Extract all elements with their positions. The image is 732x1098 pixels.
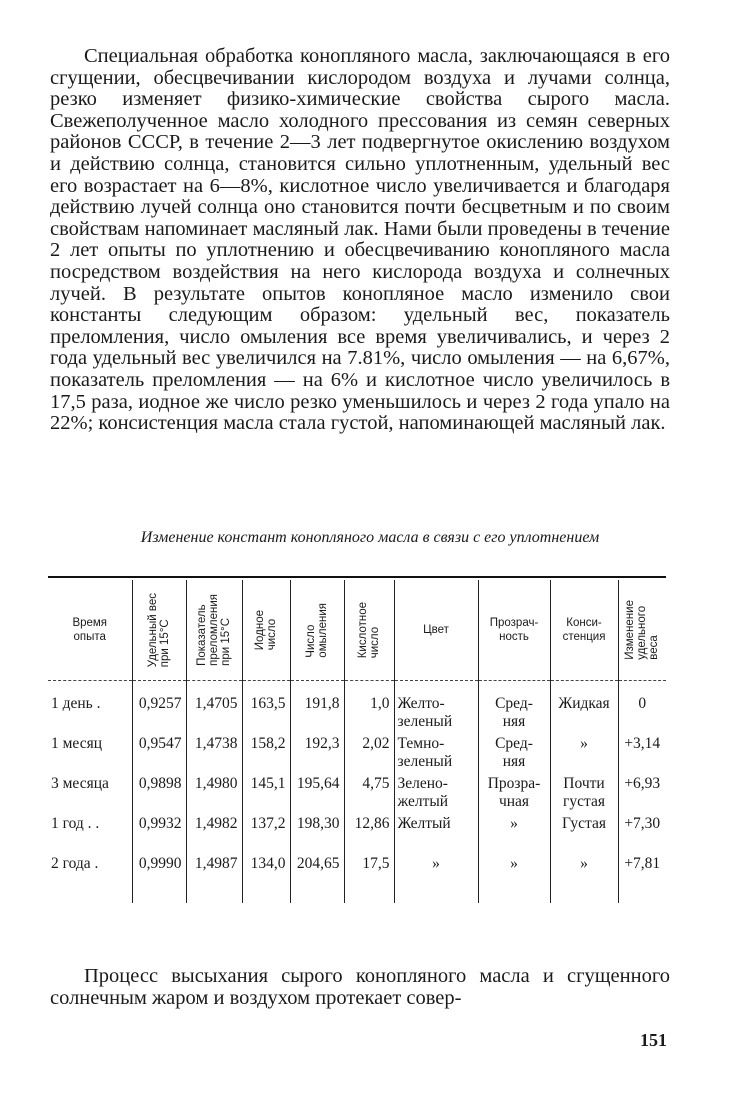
cell-iodine: 134,0: [242, 855, 290, 903]
cell-time: 1 месяц: [51, 735, 103, 752]
cell-transparency: Прозра- чная: [478, 775, 550, 815]
table-row: [48, 681, 666, 736]
header-density: Удельный вес при 15°С: [132, 580, 186, 681]
cell-acid: 1,0: [344, 681, 394, 736]
cell-color: »: [394, 855, 478, 903]
cell-transparency: Сред- няя: [478, 735, 550, 775]
cell-density-change: +3,14: [618, 735, 666, 775]
table-row: [48, 855, 666, 903]
header-iodine: Иодное число: [242, 580, 290, 681]
page-number: 151: [640, 1030, 667, 1050]
cell-color: Темно- зеленый: [394, 735, 478, 775]
table-top-rule: [48, 576, 666, 578]
body-paragraph-2: Процесс высыхания сырого конопляного масла и сгущенного солнечным жаром и воздухом протекает совер-: [50, 965, 670, 1009]
cell-iodine: 137,2: [242, 815, 290, 855]
cell-density: 0,9898: [132, 775, 186, 815]
cell-refraction: 1,4982: [186, 815, 242, 855]
cell-color: Зелено- желтый: [394, 775, 478, 815]
cell-consistency: »: [550, 855, 618, 903]
cell-density-change: 0: [618, 681, 666, 736]
constants-table: [48, 580, 666, 903]
table-header-row: [48, 580, 666, 681]
cell-transparency: »: [478, 855, 550, 903]
cell-transparency: »: [478, 815, 550, 855]
cell-consistency: »: [550, 735, 618, 775]
cell-iodine: 163,5: [242, 681, 290, 736]
cell-density: 0,9547: [132, 735, 186, 775]
cell-density-change: +6,93: [618, 775, 666, 815]
table-row: [48, 775, 666, 815]
header-density-change: Изменение удельного веса: [618, 580, 666, 681]
cell-refraction: 1,4705: [186, 681, 242, 736]
cell-refraction: 1,4980: [186, 775, 242, 815]
header-saponification: Число омыления: [290, 580, 344, 681]
table-row: [48, 815, 666, 855]
cell-saponification: 198,30: [290, 815, 344, 855]
cell-time: 2 года .: [51, 855, 99, 872]
table-caption: Изменение констант конопляного масла в связи с его уплотнением: [140, 529, 600, 546]
cell-saponification: 204,65: [290, 855, 344, 903]
cell-acid: 4,75: [344, 775, 394, 815]
cell-refraction: 1,4987: [186, 855, 242, 903]
header-refraction: Показатель преломления при 15°С: [186, 580, 242, 681]
cell-color: Желтый: [394, 815, 478, 855]
cell-density-change: +7,30: [618, 815, 666, 855]
cell-acid: 2,02: [344, 735, 394, 775]
cell-time: 1 год . .: [51, 815, 100, 832]
cell-density: 0,9257: [132, 681, 186, 736]
cell-acid: 17,5: [344, 855, 394, 903]
cell-saponification: 192,3: [290, 735, 344, 775]
cell-iodine: 145,1: [242, 775, 290, 815]
cell-refraction: 1,4738: [186, 735, 242, 775]
header-color: Цвет: [394, 580, 478, 681]
cell-time: 1 день .: [51, 695, 101, 712]
cell-saponification: 195,64: [290, 775, 344, 815]
cell-density: 0,9932: [132, 815, 186, 855]
cell-saponification: 191,8: [290, 681, 344, 736]
cell-consistency: Почти густая: [550, 775, 618, 815]
header-consistency: Конси- стенция: [550, 580, 618, 681]
cell-density-change: +7,81: [618, 855, 666, 903]
cell-color: Желто- зеленый: [394, 681, 478, 736]
cell-acid: 12,86: [344, 815, 394, 855]
cell-density: 0,9990: [132, 855, 186, 903]
cell-consistency: Жидкая: [550, 681, 618, 736]
cell-time: 3 месяца: [51, 775, 109, 792]
header-transparency: Прозрач- ность: [478, 580, 550, 681]
cell-transparency: Сред- няя: [478, 681, 550, 736]
header-acid: Кислотное число: [344, 580, 394, 681]
cell-iodine: 158,2: [242, 735, 290, 775]
cell-consistency: Густая: [550, 815, 618, 855]
header-time: Время опыта: [48, 580, 132, 681]
table-row: [48, 735, 666, 775]
body-paragraph-1: Специальная обработка конопляного масла, заключающаяся в его сгущении, обесцвечивании кислородом воздуха и лучами солнца, резко изменяет физико-химические свойства сырого масла. Свежеполученное масло холодного прессования из семян северных районов СССР, в течение 2—3 лет подвергнутое окислению воздухом и действию солнца, становится сильно уплотненным, удельный вес его возрастает на 6—8%, кислотное число увеличивается и благодаря действию лучей солнца оно становится почти бесцветным и по своим свойствам напоминает масляный лак. Нами были проведены в течение 2 лет опыты по уплотнению и обесцвечиванию конопляного масла посредством воздействия на него кислорода воздуха и солнечных лучей. В результате опытов конопляное масло изменило свои константы следующим образом: удельный вес, показатель преломления, число омыления все время увеличивались, и через 2 года удельный вес увеличился на 7.81%, число омыления — на 6,67%, показатель преломления — на 6% и кислотное число увеличилось в 17,5 раза, иодное же число резко уменьшилось и через 2 года упало на 22%; консистенция масла стала густой, напоминающей масляный лак.: [50, 45, 670, 435]
